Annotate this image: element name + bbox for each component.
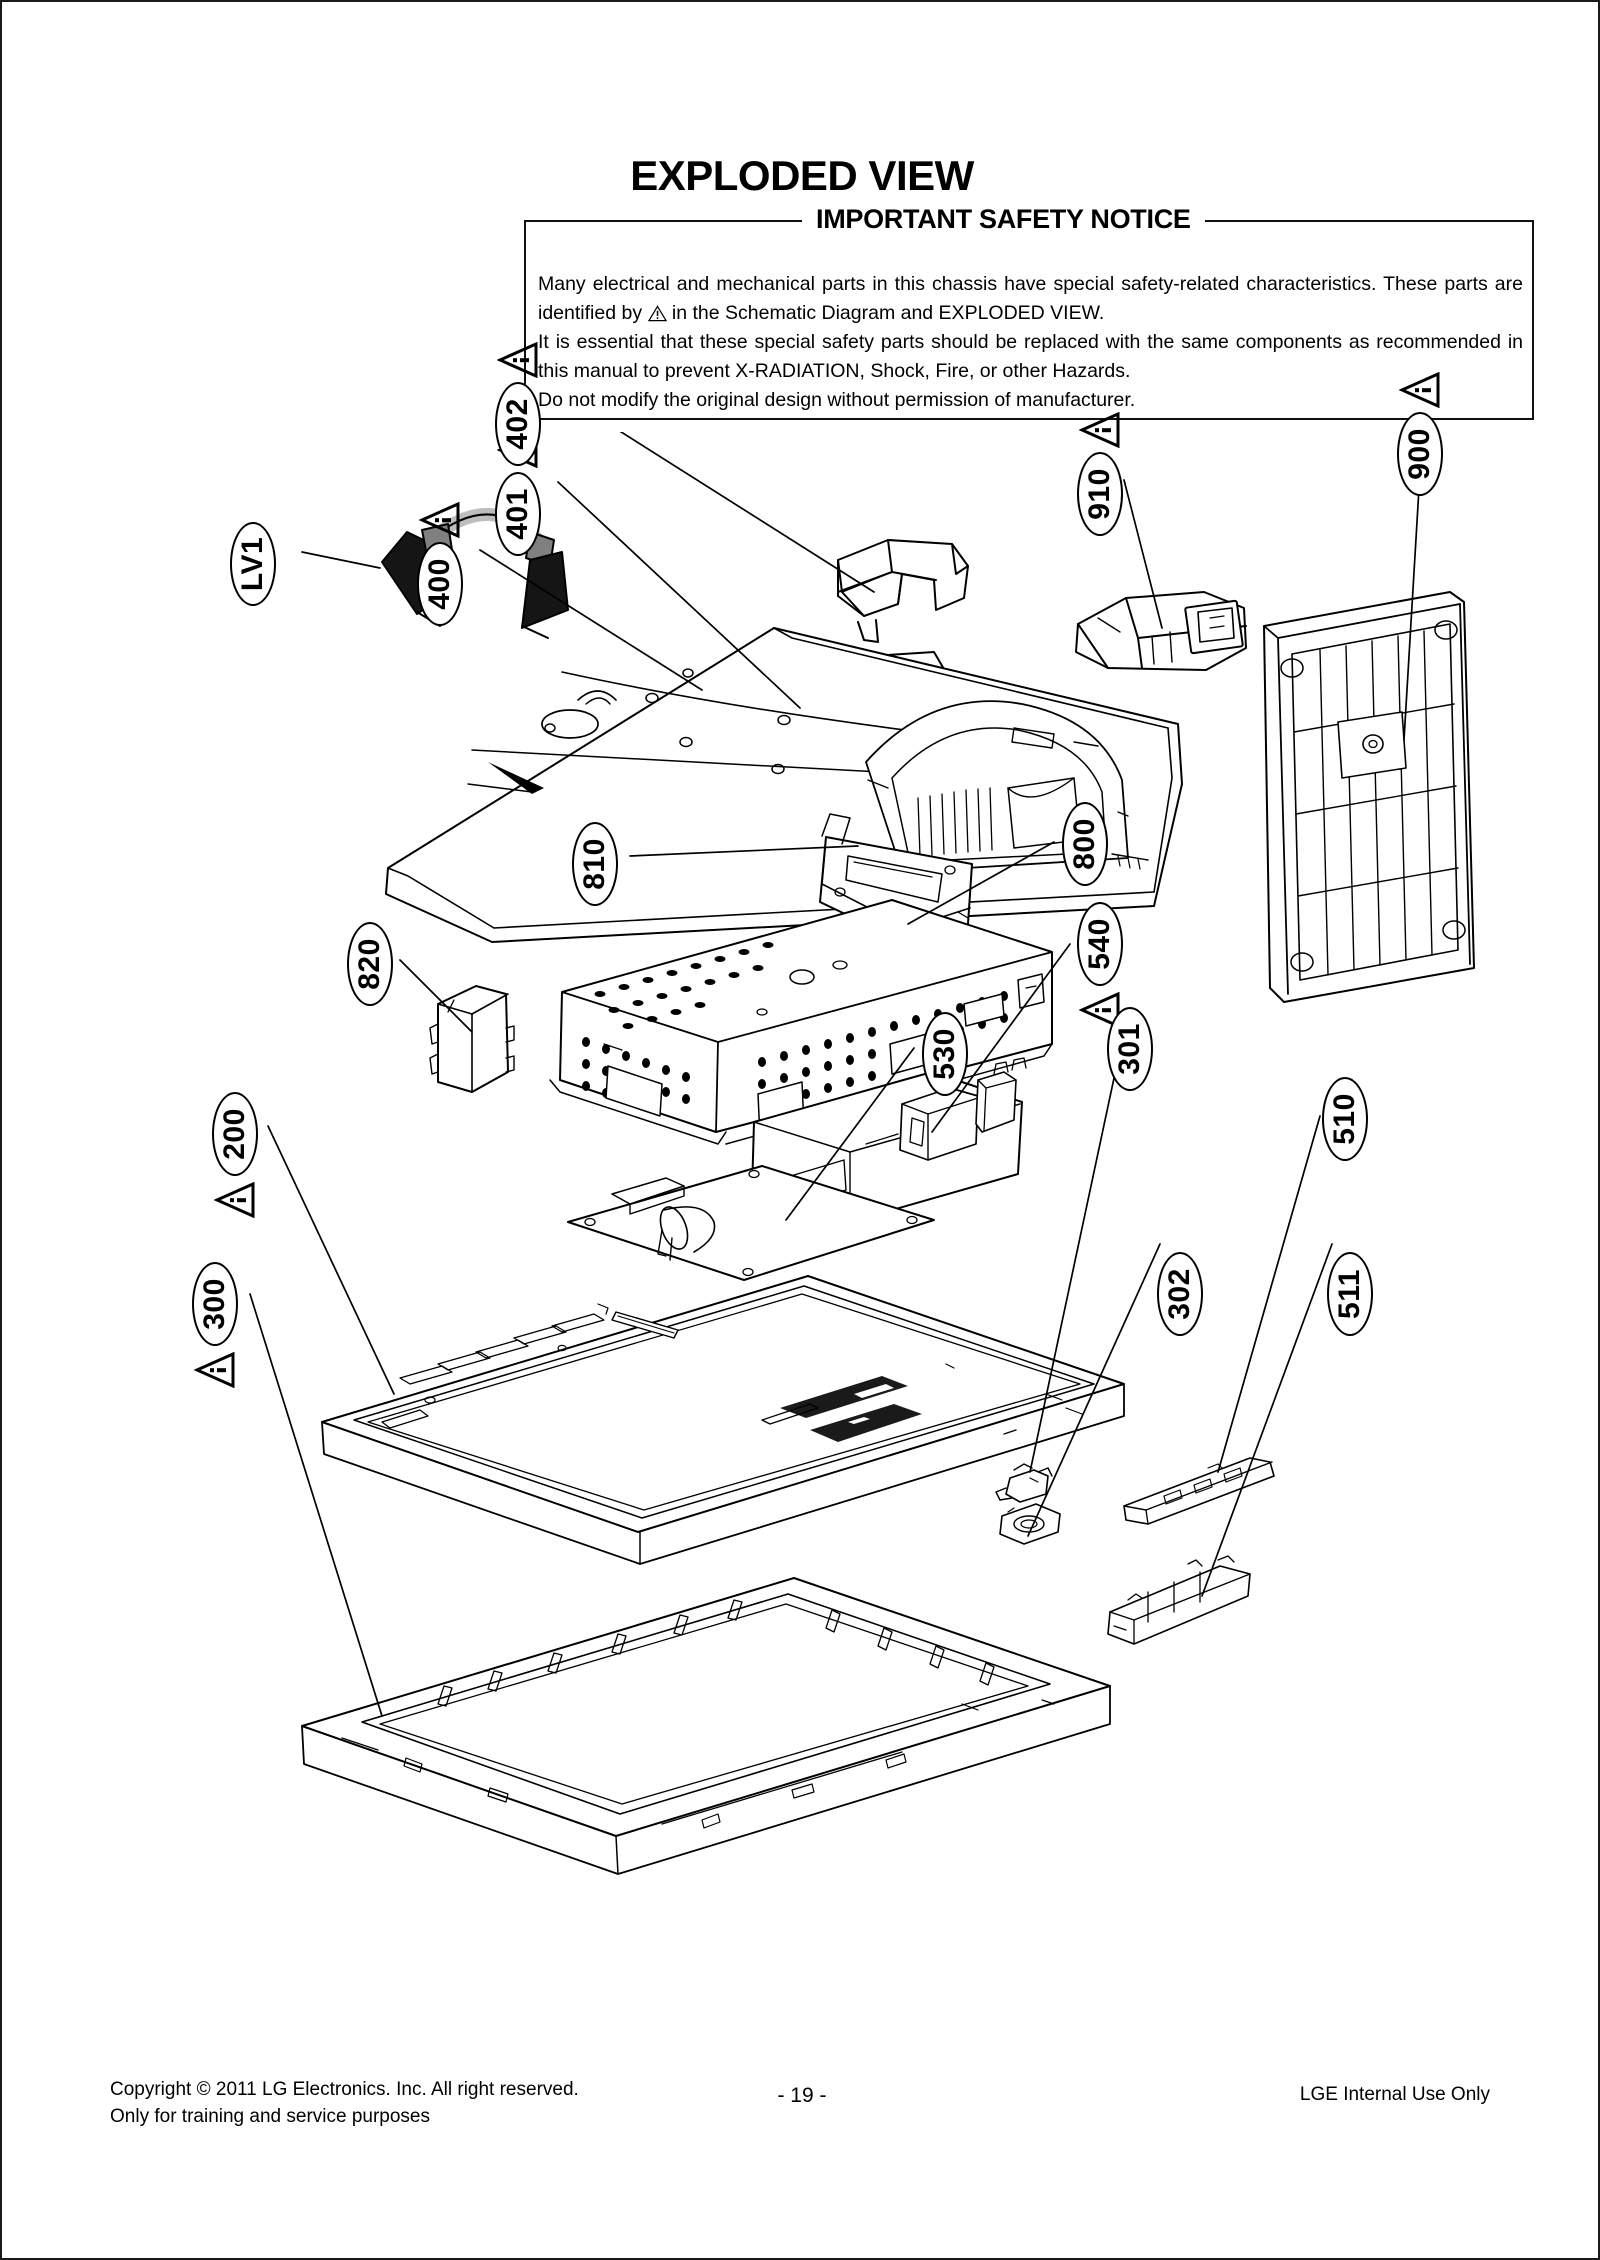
copyright-line-1: Copyright © 2011 LG Electronics. Inc. All right reserved.	[110, 2079, 579, 2100]
safety-paragraph-1	[538, 270, 1523, 328]
part-400-rear-cover	[386, 628, 1182, 942]
callout-label: 301	[1113, 1023, 1146, 1075]
safety-paragraph-3: Do not modify the original design without permission of manufacturer.	[538, 389, 1136, 411]
callout-label: 300	[198, 1278, 231, 1330]
callout-balloon-540	[1077, 902, 1123, 986]
warning-triangle-icon	[214, 1182, 256, 1218]
callout-balloon-810	[572, 822, 618, 906]
callout-balloon-820	[347, 922, 393, 1006]
safety-notice-text	[538, 270, 1523, 415]
warning-triangle-icon	[497, 342, 539, 378]
safety-line1a: Many electrical and mechanical parts in this chassis have special safety-related characteristics. These parts are identified by	[538, 273, 1523, 324]
part-302-key-holder	[1000, 1504, 1060, 1544]
part-910-stand-neck	[1076, 592, 1246, 670]
exploded-view-drawing	[2, 432, 1600, 2052]
callout-balloon-402	[495, 382, 541, 466]
callout-label: 511	[1333, 1269, 1366, 1319]
part-402-hinge-cover-upper	[838, 540, 968, 642]
part-lv1-cable	[382, 514, 568, 638]
callout-label: 402	[501, 398, 534, 450]
page-title: EXPLODED VIEW	[630, 152, 974, 199]
callout-balloon-300	[192, 1262, 238, 1346]
callout-label: 400	[423, 558, 456, 610]
warning-triangle-icon	[648, 305, 667, 322]
callout-label: 530	[928, 1028, 961, 1080]
callout-label: 401	[501, 488, 534, 540]
callout-balloon-301	[1107, 1007, 1153, 1091]
callout-label: 900	[1403, 428, 1436, 480]
footer-page-number: - 19 -	[777, 2084, 827, 2107]
warning-triangle-icon	[1079, 412, 1121, 448]
warning-triangle-icon	[194, 1352, 236, 1388]
callout-label: 810	[578, 838, 611, 890]
callout-balloon-302	[1157, 1252, 1203, 1336]
part-300-front-bezel	[302, 1578, 1110, 1874]
callout-balloon-900	[1397, 412, 1443, 496]
warning-triangle-icon	[1399, 372, 1441, 408]
callout-balloon-910	[1077, 452, 1123, 536]
part-900-back-cover	[1264, 592, 1474, 1002]
callout-balloon-200	[212, 1092, 258, 1176]
callout-balloon-510	[1322, 1077, 1368, 1161]
safety-notice-legend: IMPORTANT SAFETY NOTICE	[802, 204, 1205, 235]
callout-balloon-401	[495, 472, 541, 556]
callout-label: 510	[1328, 1093, 1361, 1145]
callout-label: 200	[218, 1108, 251, 1160]
callout-balloon-530	[922, 1012, 968, 1096]
safety-line1b: in the Schematic Diagram and EXPLODED VIEW.	[671, 302, 1105, 324]
callout-balloon-800	[1062, 802, 1108, 886]
callout-label: 302	[1163, 1268, 1196, 1320]
warning-triangle-icon	[419, 502, 461, 538]
part-511-side-guide	[1108, 1556, 1250, 1644]
callout-balloon-400	[417, 542, 463, 626]
callout-label: LV1	[236, 536, 270, 592]
callout-label: 910	[1083, 468, 1116, 520]
part-301-button-key	[996, 1464, 1052, 1502]
callout-balloon-511	[1327, 1252, 1373, 1336]
callout-label: 800	[1068, 818, 1101, 870]
callout-label: 820	[353, 938, 386, 990]
safety-paragraph-2: It is essential that these special safety parts should be replaced with the same components as recommended in this manual to prevent X-RADIATION, Shock, Fire, or other Hazards.	[538, 331, 1523, 382]
footer-confidentiality: LGE Internal Use Only	[1299, 2084, 1490, 2105]
callout-label: 540	[1083, 918, 1116, 970]
copyright-line-2: Only for training and service purposes	[110, 2106, 430, 2127]
part-510-side-bracket	[1124, 1458, 1274, 1524]
callout-balloon-lv1	[230, 522, 276, 606]
